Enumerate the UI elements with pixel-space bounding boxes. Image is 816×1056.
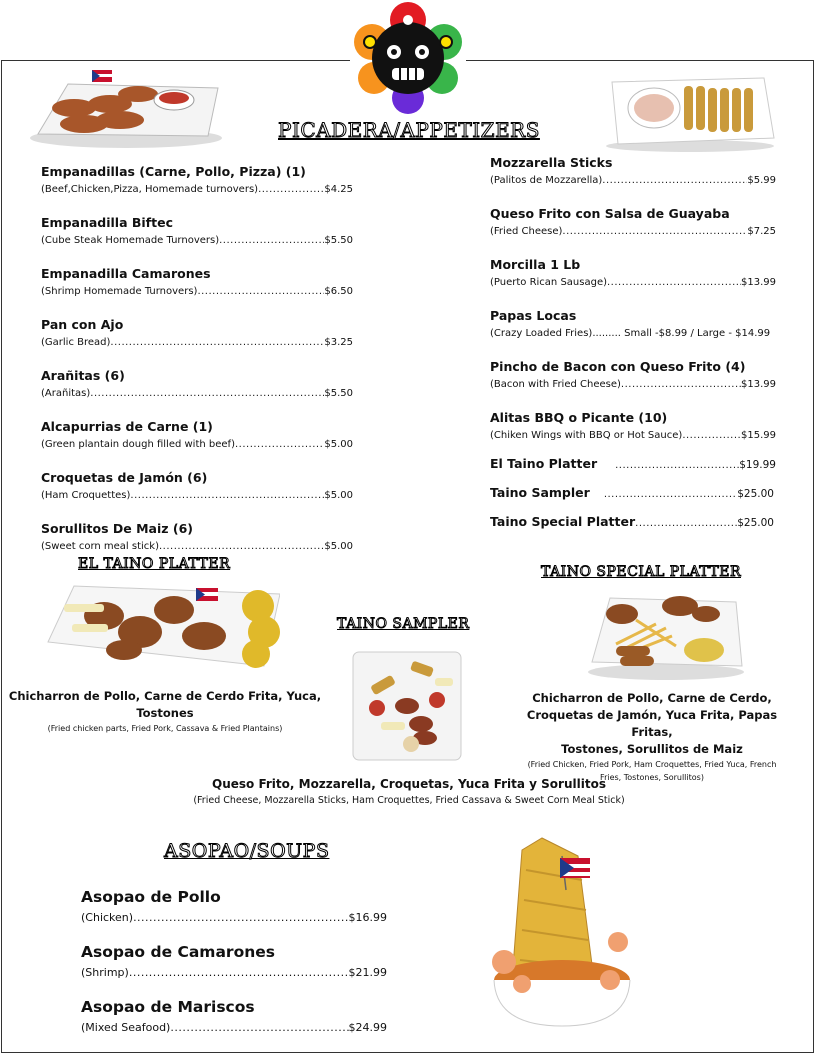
menu-item bbox=[490, 206, 776, 239]
item-description-row bbox=[41, 438, 353, 452]
menu-item bbox=[81, 887, 387, 925]
item-description-row bbox=[490, 225, 776, 239]
item-description-row bbox=[490, 327, 776, 341]
menu-item bbox=[490, 308, 776, 341]
item-price: $7.25 bbox=[747, 226, 776, 237]
item-description: (Arañitas) bbox=[41, 388, 91, 399]
item-name: Queso Frito con Salsa de Guayaba bbox=[490, 206, 730, 221]
item-name: Empanadilla Camarones bbox=[41, 266, 211, 281]
item-description: (Shrimp) bbox=[81, 966, 129, 979]
appetizers-title: PICADERA/APPETIZERS bbox=[278, 118, 540, 142]
caption-main-line-2: Croquetas de Jamón, Yuca Frita, Papas Fritas, bbox=[526, 708, 778, 739]
item-description-row bbox=[490, 378, 776, 392]
item-description: (Shrimp Homemade Turnovers) bbox=[41, 286, 198, 297]
dot-leader bbox=[159, 540, 324, 554]
item-description: (Palitos de Mozzarella) bbox=[490, 175, 603, 186]
menu-item bbox=[490, 155, 776, 188]
item-price: $5.50 bbox=[324, 388, 353, 399]
el-taino-platter-caption bbox=[4, 688, 326, 735]
menu-item bbox=[81, 997, 387, 1035]
dot-leader bbox=[129, 966, 349, 980]
item-description: (Beef,Chicken,Pizza, Homemade turnovers) bbox=[41, 184, 259, 195]
item-description: (Garlic Bread) bbox=[41, 337, 111, 348]
item-price: $5.50 bbox=[324, 235, 353, 246]
item-name: Asopao de Camarones bbox=[81, 943, 275, 961]
item-description-row bbox=[41, 387, 353, 401]
item-description: (Puerto Rican Sausage) bbox=[490, 277, 607, 288]
menu-item bbox=[41, 368, 353, 401]
caption-main: Chicharron de Pollo, Carne de Cerdo Frita, Yuca, Tostones bbox=[8, 689, 322, 720]
soups-title: ASOPAO/SOUPS bbox=[164, 840, 330, 862]
menu-item bbox=[41, 521, 353, 554]
item-description: (Chicken) bbox=[81, 911, 134, 924]
menu-item bbox=[81, 942, 387, 980]
taino-special-platter-photo bbox=[586, 584, 744, 682]
item-description-row bbox=[41, 489, 353, 503]
item-name: Empanadillas (Carne, Pollo, Pizza) (1) bbox=[41, 164, 306, 179]
item-description-row bbox=[490, 276, 776, 290]
item-description-row bbox=[81, 966, 387, 980]
dot-leader bbox=[133, 911, 348, 925]
item-name: Alitas BBQ o Picante (10) bbox=[490, 410, 668, 425]
platter-price: $19.99 bbox=[739, 459, 776, 471]
item-description: (Crazy Loaded Fries)......... Small -$8.99 / Large - $14.99 bbox=[490, 328, 771, 339]
item-description: (Ham Croquettes) bbox=[41, 490, 131, 501]
dot-leader bbox=[621, 378, 741, 392]
item-price: $5.99 bbox=[747, 175, 776, 186]
platter-row-el-taino bbox=[490, 456, 776, 471]
taino-special-platter-title: TAINO SPECIAL PLATTER bbox=[541, 564, 741, 580]
item-name: Papas Locas bbox=[490, 308, 577, 323]
item-price: $5.00 bbox=[324, 439, 353, 450]
item-price: $13.99 bbox=[741, 277, 776, 288]
item-description: (Fried Cheese) bbox=[490, 226, 563, 237]
caption-main-line-1: Chicharron de Pollo, Carne de Cerdo, bbox=[532, 691, 772, 705]
caption-sub-line-2: Fries, Tostones, Sorullitos) bbox=[600, 773, 704, 782]
asopao-photo bbox=[482, 830, 640, 1030]
item-description: (Cube Steak Homemade Turnovers) bbox=[41, 235, 220, 246]
item-description-row bbox=[41, 540, 353, 554]
menu-item bbox=[41, 164, 353, 197]
item-price: $21.99 bbox=[348, 966, 387, 979]
item-description-row bbox=[41, 234, 353, 248]
item-name: Pincho de Bacon con Queso Frito (4) bbox=[490, 359, 746, 374]
item-price: $5.00 bbox=[324, 541, 353, 552]
dot-leader bbox=[562, 225, 747, 239]
item-price: $4.25 bbox=[324, 184, 353, 195]
item-description-row bbox=[490, 174, 776, 188]
item-name: Sorullitos De Maiz (6) bbox=[41, 521, 193, 536]
caption-main: Queso Frito, Mozzarella, Croquetas, Yuca Frita y Sorullitos bbox=[212, 777, 606, 791]
item-name: Asopao de Pollo bbox=[81, 888, 221, 906]
platter-name: Taino Sampler bbox=[490, 485, 590, 500]
taino-sampler-caption bbox=[120, 776, 698, 809]
item-price: $3.25 bbox=[324, 337, 353, 348]
caption-main-line-3: Tostones, Sorullitos de Maiz bbox=[561, 742, 743, 756]
taino-special-platter-caption bbox=[506, 690, 798, 784]
item-name: Empanadilla Biftec bbox=[41, 215, 173, 230]
item-description: (Green plantain dough filled with beef) bbox=[41, 439, 235, 450]
item-price: $13.99 bbox=[741, 379, 776, 390]
caption-sub: (Fried Cheese, Mozzarella Sticks, Ham Croquettes, Fried Cassava & Sweet Corn Meal Stick) bbox=[193, 795, 625, 806]
item-name: Croquetas de Jamón (6) bbox=[41, 470, 208, 485]
dot-leader bbox=[197, 285, 324, 299]
dot-leader bbox=[235, 438, 324, 452]
platter-price: $25.00 bbox=[737, 488, 774, 500]
dot-leader bbox=[219, 234, 324, 248]
menu-item bbox=[41, 317, 353, 350]
skewers-photo bbox=[28, 64, 224, 150]
platter-price: $25.00 bbox=[737, 517, 774, 529]
item-price: $5.00 bbox=[324, 490, 353, 501]
menu-item bbox=[41, 215, 353, 248]
dot-leader bbox=[682, 429, 741, 443]
caption-sub-line-1: (Fried Chicken, Fried Pork, Ham Croquettes, Fried Yuca, French bbox=[527, 760, 777, 769]
item-price: $15.99 bbox=[741, 430, 776, 441]
item-description-row bbox=[490, 429, 776, 443]
item-name: Asopao de Mariscos bbox=[81, 998, 255, 1016]
dot-leader bbox=[602, 174, 747, 188]
dot-leader bbox=[110, 336, 324, 350]
item-price: $6.50 bbox=[324, 286, 353, 297]
platter-name: El Taino Platter bbox=[490, 456, 598, 471]
dot-leader bbox=[258, 183, 324, 197]
taino-sun-logo bbox=[350, 0, 466, 116]
platter-row-taino-special bbox=[490, 514, 774, 529]
item-price: $16.99 bbox=[348, 911, 387, 924]
menu-item bbox=[41, 470, 353, 503]
item-price: $24.99 bbox=[348, 1021, 387, 1034]
menu-item bbox=[41, 419, 353, 452]
el-taino-platter-title: EL TAINO PLATTER bbox=[78, 556, 231, 572]
item-description-row bbox=[81, 1021, 387, 1035]
menu-item bbox=[490, 410, 776, 443]
platter-row-taino-sampler bbox=[490, 485, 774, 500]
item-name: Mozzarella Sticks bbox=[490, 155, 613, 170]
dot-leader bbox=[90, 387, 324, 401]
item-description-row bbox=[41, 285, 353, 299]
item-description-row bbox=[41, 183, 353, 197]
dot-leader bbox=[607, 276, 741, 290]
item-description: (Mixed Seafood) bbox=[81, 1021, 171, 1034]
item-description-row bbox=[41, 336, 353, 350]
menu-item bbox=[41, 266, 353, 299]
platter-name: Taino Special Platter bbox=[490, 514, 636, 529]
dot-leader bbox=[130, 489, 324, 503]
item-description-row bbox=[81, 911, 387, 925]
item-name: Pan con Ajo bbox=[41, 317, 124, 332]
mozzarella-sticks-photo bbox=[604, 74, 776, 152]
item-description: (Sweet corn meal stick) bbox=[41, 541, 159, 552]
taino-sampler-photo bbox=[351, 650, 463, 762]
el-taino-platter-photo bbox=[44, 580, 280, 674]
menu-item bbox=[490, 359, 776, 392]
caption-sub: (Fried chicken parts, Fried Pork, Cassava & Fried Plantains) bbox=[47, 724, 283, 733]
dot-leader bbox=[170, 1021, 348, 1035]
item-name: Alcapurrias de Carne (1) bbox=[41, 419, 213, 434]
item-name: Morcilla 1 Lb bbox=[490, 257, 581, 272]
item-description: (Bacon with Fried Cheese) bbox=[490, 379, 621, 390]
item-name: Arañitas (6) bbox=[41, 368, 125, 383]
menu-item bbox=[490, 257, 776, 290]
taino-sampler-title: TAINO SAMPLER bbox=[337, 616, 470, 632]
item-description: (Chiken Wings with BBQ or Hot Sauce) bbox=[490, 430, 683, 441]
